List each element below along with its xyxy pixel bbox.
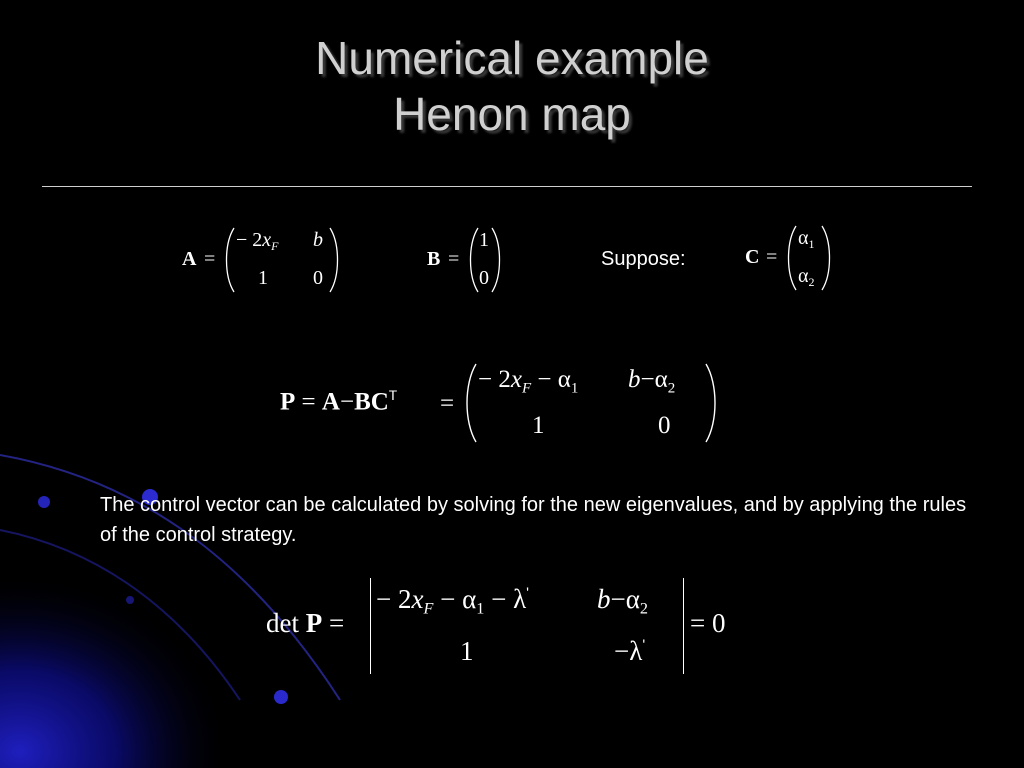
right-paren: [820, 224, 834, 292]
subscript-f: F: [521, 380, 532, 397]
alpha-symbol: α: [557, 366, 571, 393]
left-paren: [466, 226, 480, 294]
coefficient: 2: [498, 366, 511, 393]
variable-b: b: [628, 366, 641, 393]
minus-sign: −: [537, 366, 552, 393]
minus-sign: −: [478, 366, 493, 393]
determinant-left-bar: [370, 578, 371, 674]
lambda-symbol: λ: [513, 584, 527, 614]
zero-value: 0: [711, 608, 726, 638]
variable-x: x: [510, 366, 522, 393]
slide-title: [0, 30, 1024, 142]
matrix-p-r1c2: [628, 366, 675, 397]
minus-sign: −: [610, 584, 626, 614]
matrix-a-symbol: A: [182, 248, 197, 270]
minus-sign: −: [339, 388, 355, 416]
matrix-a-r2c1: 1: [258, 267, 268, 289]
equals-sign: =: [204, 248, 216, 270]
matrix-p-symbol: P: [305, 608, 323, 638]
subscript-f: F: [423, 599, 434, 618]
title-line-2: Henon map: [393, 88, 631, 140]
matrix-a-r1c1: [236, 229, 279, 254]
coefficient: 2: [252, 229, 263, 251]
title-line-1: Numerical example: [315, 32, 709, 84]
blue-dot: [38, 496, 50, 508]
alpha-symbol: α: [798, 265, 809, 287]
subscript-1: 1: [808, 237, 815, 252]
right-paren: [704, 362, 720, 444]
matrix-a-r2c2: 0: [313, 267, 323, 289]
matrix-a-r1c2: b: [313, 229, 323, 251]
variable-b: b: [597, 584, 611, 614]
minus-sign: −: [376, 584, 392, 614]
det-rhs: [690, 608, 725, 639]
det-r2c1: 1: [460, 636, 474, 666]
determinant-right-bar: [683, 578, 684, 674]
subscript-2: 2: [808, 275, 815, 290]
subscript-2: 2: [667, 380, 676, 397]
right-paren: [490, 226, 504, 294]
blue-dot: [274, 690, 288, 704]
minus-sign: −: [440, 584, 456, 614]
matrix-bc-symbol: BC: [354, 388, 389, 416]
det-r1c2: [597, 584, 648, 619]
det-r2c2: [614, 636, 645, 667]
det-r1c1: [376, 584, 529, 619]
subscript-2: 2: [639, 599, 648, 618]
matrix-c-r1: [798, 227, 814, 252]
subscript-f: F: [271, 239, 279, 254]
matrix-b-r2: 0: [479, 267, 489, 289]
alpha-symbol: α: [654, 366, 668, 393]
transpose-superscript: T: [388, 388, 398, 403]
minus-sign: −: [640, 366, 655, 393]
subscript-1: 1: [570, 380, 579, 397]
alpha-symbol: α: [625, 584, 640, 614]
lambda-symbol: λ: [629, 636, 643, 666]
matrix-c-symbol: C: [745, 246, 760, 268]
minus-sign: −: [236, 229, 248, 251]
alpha-symbol: α: [462, 584, 477, 614]
matrix-c-r2: [798, 265, 814, 290]
body-paragraph: The control vector can be calculated by solving for the new eigenvalues, and by applying the rules of the control strategy.: [100, 494, 967, 546]
variable-x: x: [262, 229, 272, 251]
left-paren: [222, 226, 236, 294]
equals-sign: =: [448, 248, 460, 270]
equals-sign: =: [690, 608, 706, 638]
subscript-1: 1: [476, 599, 485, 618]
blue-dot: [126, 596, 134, 604]
prime-mark: ': [642, 637, 646, 654]
det-operator: det: [266, 608, 299, 638]
matrix-b-r1: 1: [479, 229, 489, 251]
equals-sign: =: [329, 608, 345, 638]
variable-x: x: [411, 584, 424, 614]
alpha-symbol: α: [798, 227, 809, 249]
left-paren: [784, 224, 798, 292]
matrix-p-symbol: P: [280, 388, 296, 416]
right-paren: [328, 226, 342, 294]
matrix-b-symbol: B: [427, 248, 441, 270]
matrix-a-symbol: A: [321, 388, 340, 416]
prime-mark: ': [526, 585, 530, 602]
matrix-p-r1c1: [478, 366, 578, 397]
suppose-label: Suppose:: [601, 248, 686, 270]
coefficient: 2: [397, 584, 412, 614]
left-paren: [462, 362, 478, 444]
equals-sign: =: [440, 390, 455, 417]
matrix-p-r2c1: 1: [532, 412, 545, 439]
minus-sign: −: [614, 636, 630, 666]
title-divider: [42, 186, 972, 187]
matrix-p-r2c2: 0: [658, 412, 671, 439]
det-lhs: [266, 608, 344, 639]
p-lhs: [280, 388, 397, 417]
equals-sign: =: [301, 388, 316, 416]
equals-sign: =: [766, 246, 778, 268]
minus-sign: −: [491, 584, 507, 614]
